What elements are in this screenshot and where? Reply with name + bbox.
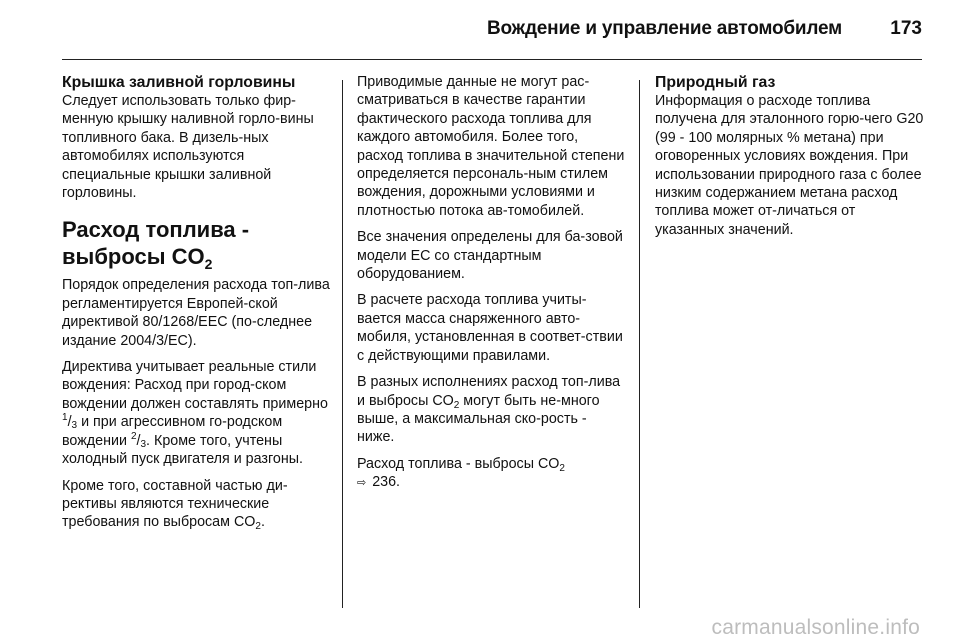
driving-style-text-end: . Кроме того, учтены холодный пуск двигателя и разгоны. [62, 432, 303, 468]
driving-style-paragraph [62, 358, 330, 468]
versions-text: В разных исполнениях расход топ‐лива и выбросы CO [357, 374, 621, 409]
page-header-title: Вождение и управление автомобилем [487, 18, 842, 39]
emissions-text: Кроме того, составной частью ди‐рективы являются технические требования по выбросам CO [62, 477, 288, 531]
page-number: 173 [890, 18, 922, 39]
section-heading-text: Расход топлива - выбросы CO [62, 217, 250, 270]
versions-paragraph [357, 373, 627, 447]
column-left [62, 73, 330, 540]
guarantee-paragraph: Приводимые данные не могут рас‐сматриваться в качестве гарантии фактического расхода топлива для каждого автомобиля. Более того, расход топлива в значительной степени определяется персональ‐ным стилем вождения, дорожными условиями и плотностью потока ав‐томобилей. [357, 74, 625, 219]
section-heading-subscript: 2 [204, 256, 213, 273]
co2-subscript: 2 [453, 399, 460, 411]
section-heading [62, 216, 330, 273]
fraction-numerator: 2 [130, 430, 137, 442]
emissions-text-end: . [260, 514, 265, 531]
emissions-requirements-paragraph [62, 477, 330, 532]
versions-text-end: могут быть не‐много выше, а максимальная ско‐рость - ниже. [357, 392, 600, 446]
fraction-denominator: 3 [71, 420, 78, 432]
column-divider [342, 80, 343, 608]
fuel-cap-heading: Крышка заливной горловины [62, 74, 296, 91]
fraction-numerator: 1 [62, 412, 68, 424]
natural-gas-heading: Природный газ [655, 74, 776, 91]
driving-style-text-mid: и при агрессивном го‐родском вождении [62, 414, 283, 449]
fraction-two-thirds: $^2/_3$ [130, 430, 147, 450]
column-middle [357, 73, 627, 501]
curb-weight-paragraph: В расчете расхода топлива учиты‐вается масса снаряженного авто‐мобиля, установленная в соответ‐ствии с действующими правилами. [357, 292, 623, 364]
fuel-cap-paragraph: Следует использовать только фир‐менную крышку наливной горло‐вины топливного бака. В дизель‐ных автомобилях используются специальные крышки заливной горловины. [62, 93, 314, 202]
fraction-denominator: 3 [140, 438, 147, 450]
co2-subscript: 2 [559, 462, 565, 474]
driving-style-text-start: Директива учитывает реальные стили вождения: Расход при город‐ском вождении должен составлять примерно [62, 359, 328, 412]
arrow-right-icon: ⇨ [357, 477, 367, 490]
cross-reference-text: Расход топлива - выбросы CO [357, 455, 560, 472]
header-rule [62, 59, 922, 60]
column-divider [639, 80, 640, 608]
natural-gas-paragraph: Информация о расходе топлива получена для эталонного горю‐чего G20 (99 - 100 молярных % метана) при оговоренных условиях вождения. При использовании природного газа с более низким содержанием метана расход топлива может от‐личаться от указанных значений. [655, 93, 924, 238]
base-model-paragraph: Все значения определены для ба‐зовой модели ЕС со стандартным оборудованием. [357, 229, 623, 283]
column-right [655, 73, 925, 247]
cross-reference-page: 236. [368, 474, 401, 491]
co2-subscript: 2 [255, 521, 261, 533]
watermark: carmanualsonline.info [711, 616, 920, 639]
directive-paragraph: Порядок определения расхода топ‐лива регламентируется Европей‐ской директивой 80/1268/EEC (по‐следнее издание 2004/3/EC). [62, 277, 330, 349]
fraction-one-third: $^1/_3$ [62, 412, 78, 432]
cross-reference[interactable] [357, 455, 627, 493]
